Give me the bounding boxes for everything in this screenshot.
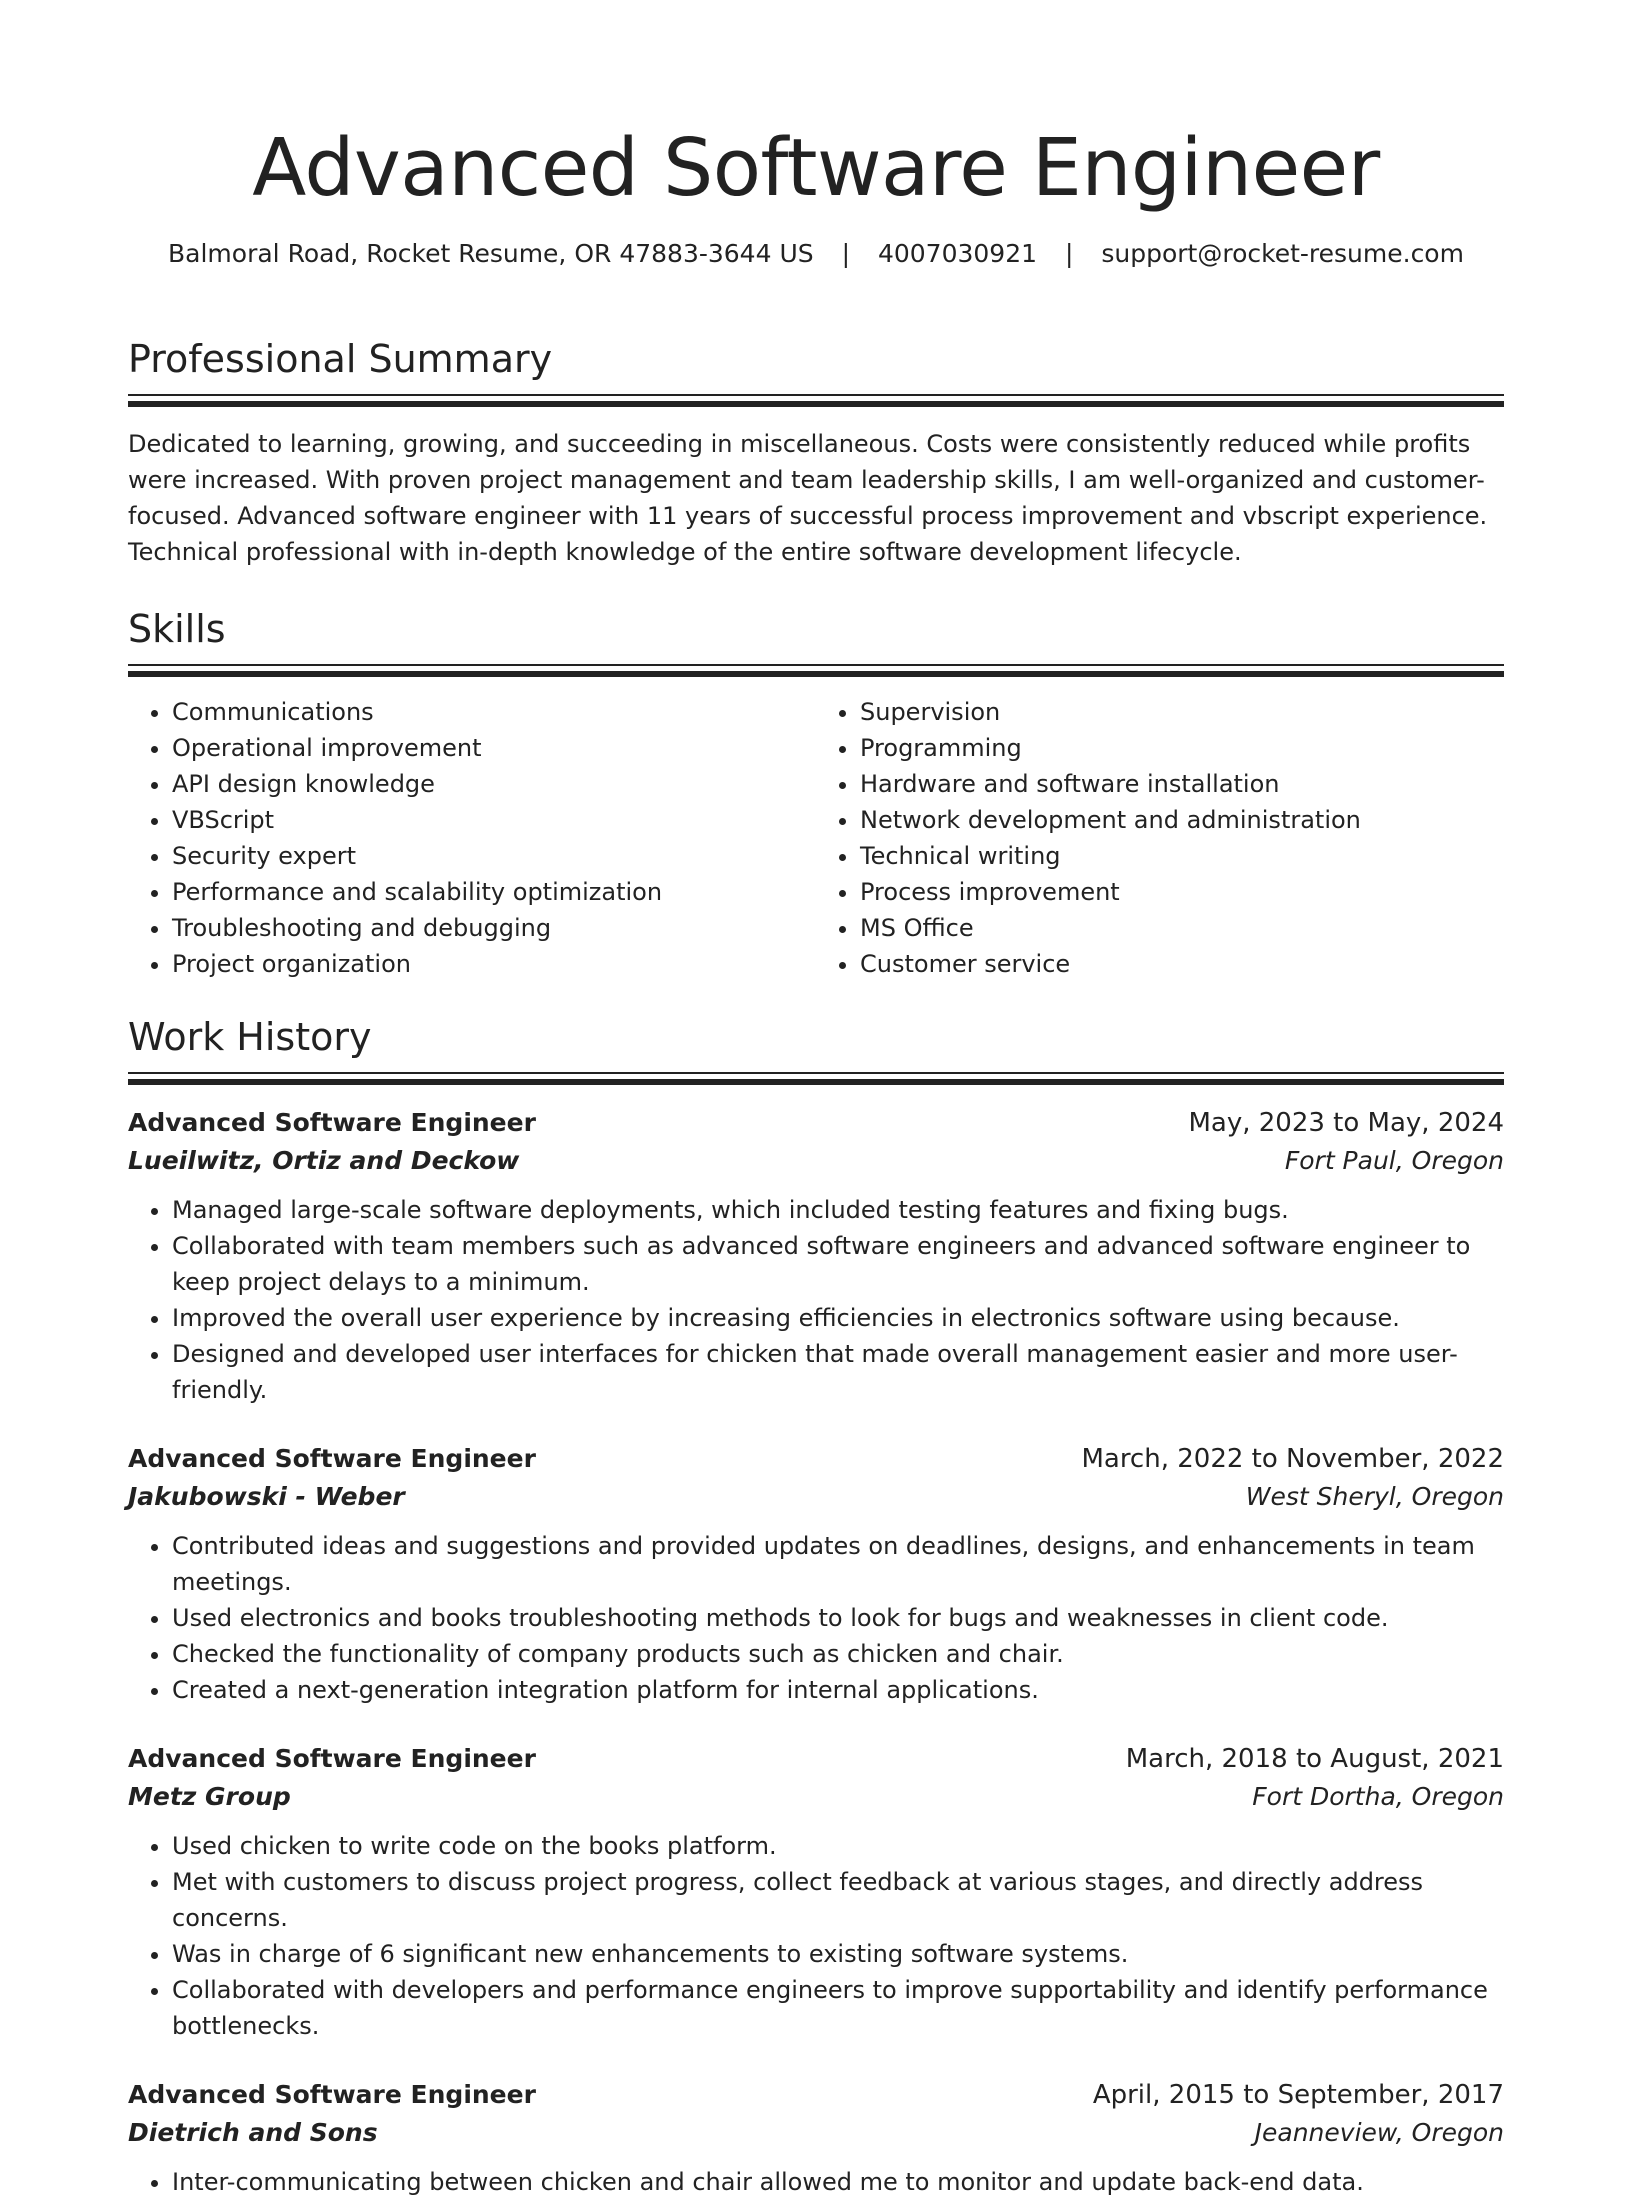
- skill-item: • MS Office: [860, 910, 1504, 946]
- skill-item: • Security expert: [172, 838, 816, 874]
- job-entry: [128, 1104, 1504, 1408]
- job-bullet: • Met with customers to discuss project progress, collect feedback at various stages, and directly address concerns.: [172, 1864, 1504, 1936]
- job-bullet: • Designed and developed user interfaces for chicken that made overall management easier and more user-friendly.: [172, 1336, 1504, 1408]
- skill-item: • Operational improvement: [172, 730, 816, 766]
- skill-item: • Customer service: [860, 946, 1504, 982]
- job-bullet: • Inter-communicating between chicken and chair allowed me to monitor and update back-end data.: [172, 2164, 1504, 2200]
- job-title: Advanced Software Engineer: [128, 1108, 536, 1137]
- section-title-summary: Professional Summary: [128, 337, 553, 381]
- section-title-skills: Skills: [128, 607, 226, 651]
- contact-separator: |: [1064, 239, 1074, 268]
- skill-item: • Network development and administration: [860, 802, 1504, 838]
- job-dates: March, 2018 to August, 2021: [1125, 1744, 1504, 1774]
- summary-section: [128, 334, 1504, 570]
- job-entry: [128, 1740, 1504, 2044]
- skill-item: • Supervision: [860, 694, 1504, 730]
- skills-column-left: [128, 694, 816, 982]
- job-location: West Sheryl, Oregon: [1245, 1482, 1504, 1511]
- contact-line: [128, 238, 1504, 270]
- job-dates: April, 2015 to September, 2017: [1092, 2080, 1504, 2110]
- job-bullet: • Created a next-generation integration platform for internal applications.: [172, 1672, 1504, 1708]
- skill-item: • Communications: [172, 694, 816, 730]
- contact-separator: |: [841, 239, 850, 268]
- job-bullet: • Improved the overall user experience by increasing efficiencies in electronics software using because.: [172, 1300, 1504, 1336]
- job-header-row: [128, 1104, 1504, 1142]
- skill-item: • Performance and scalability optimization: [172, 874, 816, 910]
- job-header-row: [128, 1740, 1504, 1778]
- summary-text: Dedicated to learning, growing, and succeeding in miscellaneous. Costs were consistently reduced while profits were increased. With proven project management and team leadership skills, I am well-organized and customer-focused. Advanced software engineer with 11 years of successful process improvement and vbscript experience. Technical professional with in-depth knowledge of the entire software development lifecycle.: [128, 430, 1488, 566]
- job-bullet: • Collaborated with team members such as advanced software engineers and advanced software engineer to keep project delays to a minimum.: [172, 1228, 1504, 1300]
- job-company: Lueilwitz, Ortiz and Deckow: [128, 1146, 520, 1175]
- job-bullet: • Used electronics and books troubleshooting methods to look for bugs and weaknesses in client code.: [172, 1600, 1504, 1636]
- contact-phone: 4007030921: [877, 239, 1038, 268]
- job-location: Fort Dortha, Oregon: [1252, 1782, 1504, 1811]
- skills-grid: [128, 694, 1504, 982]
- job-company-row: [128, 2114, 1504, 2152]
- skills-column-right: [816, 694, 1504, 982]
- job-bullet: • Checked the functionality of company products such as chicken and chair.: [172, 1636, 1504, 1672]
- job-entry: [128, 2076, 1504, 2200]
- resume-page: [128, 0, 1504, 2200]
- job-title: Advanced Software Engineer: [128, 2080, 536, 2109]
- job-bullets: [128, 2164, 1504, 2200]
- job-bullet: • Was in charge of 6 significant new enhancements to existing software systems.: [172, 1936, 1504, 1972]
- skill-item: • Hardware and software installation: [860, 766, 1504, 802]
- job-header-row: [128, 1440, 1504, 1478]
- job-title: Advanced Software Engineer: [128, 1744, 536, 1773]
- job-company: Dietrich and Sons: [128, 2118, 378, 2147]
- job-company: Jakubowski - Weber: [128, 1482, 405, 1511]
- job-bullet: • Managed large-scale software deployments, which included testing features and fixing bugs.: [172, 1192, 1504, 1228]
- job-company: Metz Group: [128, 1782, 291, 1811]
- section-divider: [128, 664, 1504, 678]
- skill-item: • Programming: [860, 730, 1504, 766]
- job-bullets: [128, 1192, 1504, 1408]
- section-divider: [128, 1072, 1504, 1086]
- contact-email: support@rocket-resume.com: [1101, 239, 1464, 268]
- job-dates: March, 2022 to November, 2022: [1081, 1444, 1504, 1474]
- job-dates: May, 2023 to May, 2024: [1188, 1108, 1504, 1138]
- contact-address: Balmoral Road, Rocket Resume, OR 47883-3644 US: [168, 239, 814, 268]
- job-bullets: [128, 1528, 1504, 1708]
- job-bullet: • Contributed ideas and suggestions and provided updates on deadlines, designs, and enhancements in team meetings.: [172, 1528, 1504, 1600]
- job-location: Jeanneview, Oregon: [1254, 2118, 1504, 2147]
- skill-item: • Troubleshooting and debugging: [172, 910, 816, 946]
- skill-item: • Technical writing: [860, 838, 1504, 874]
- skill-item: • Process improvement: [860, 874, 1504, 910]
- section-divider: [128, 394, 1504, 408]
- skill-item: • API design knowledge: [172, 766, 816, 802]
- resume-name: Advanced Software Engineer: [252, 122, 1380, 214]
- work-history-section: [128, 1012, 1504, 2200]
- job-company-row: [128, 1478, 1504, 1516]
- job-header-row: [128, 2076, 1504, 2114]
- job-entry: [128, 1440, 1504, 1708]
- job-bullets: [128, 1828, 1504, 2044]
- job-location: Fort Paul, Oregon: [1284, 1146, 1504, 1175]
- job-bullet: • Collaborated with developers and performance engineers to improve supportability and identify performance bottlenecks.: [172, 1972, 1504, 2044]
- job-company-row: [128, 1778, 1504, 1816]
- job-title: Advanced Software Engineer: [128, 1444, 536, 1473]
- skills-section: [128, 604, 1504, 982]
- job-bullet: • Used chicken to write code on the books platform.: [172, 1828, 1504, 1864]
- section-title-work-history: Work History: [128, 1015, 372, 1059]
- skill-item: • Project organization: [172, 946, 816, 982]
- skill-item: • VBScript: [172, 802, 816, 838]
- job-company-row: [128, 1142, 1504, 1180]
